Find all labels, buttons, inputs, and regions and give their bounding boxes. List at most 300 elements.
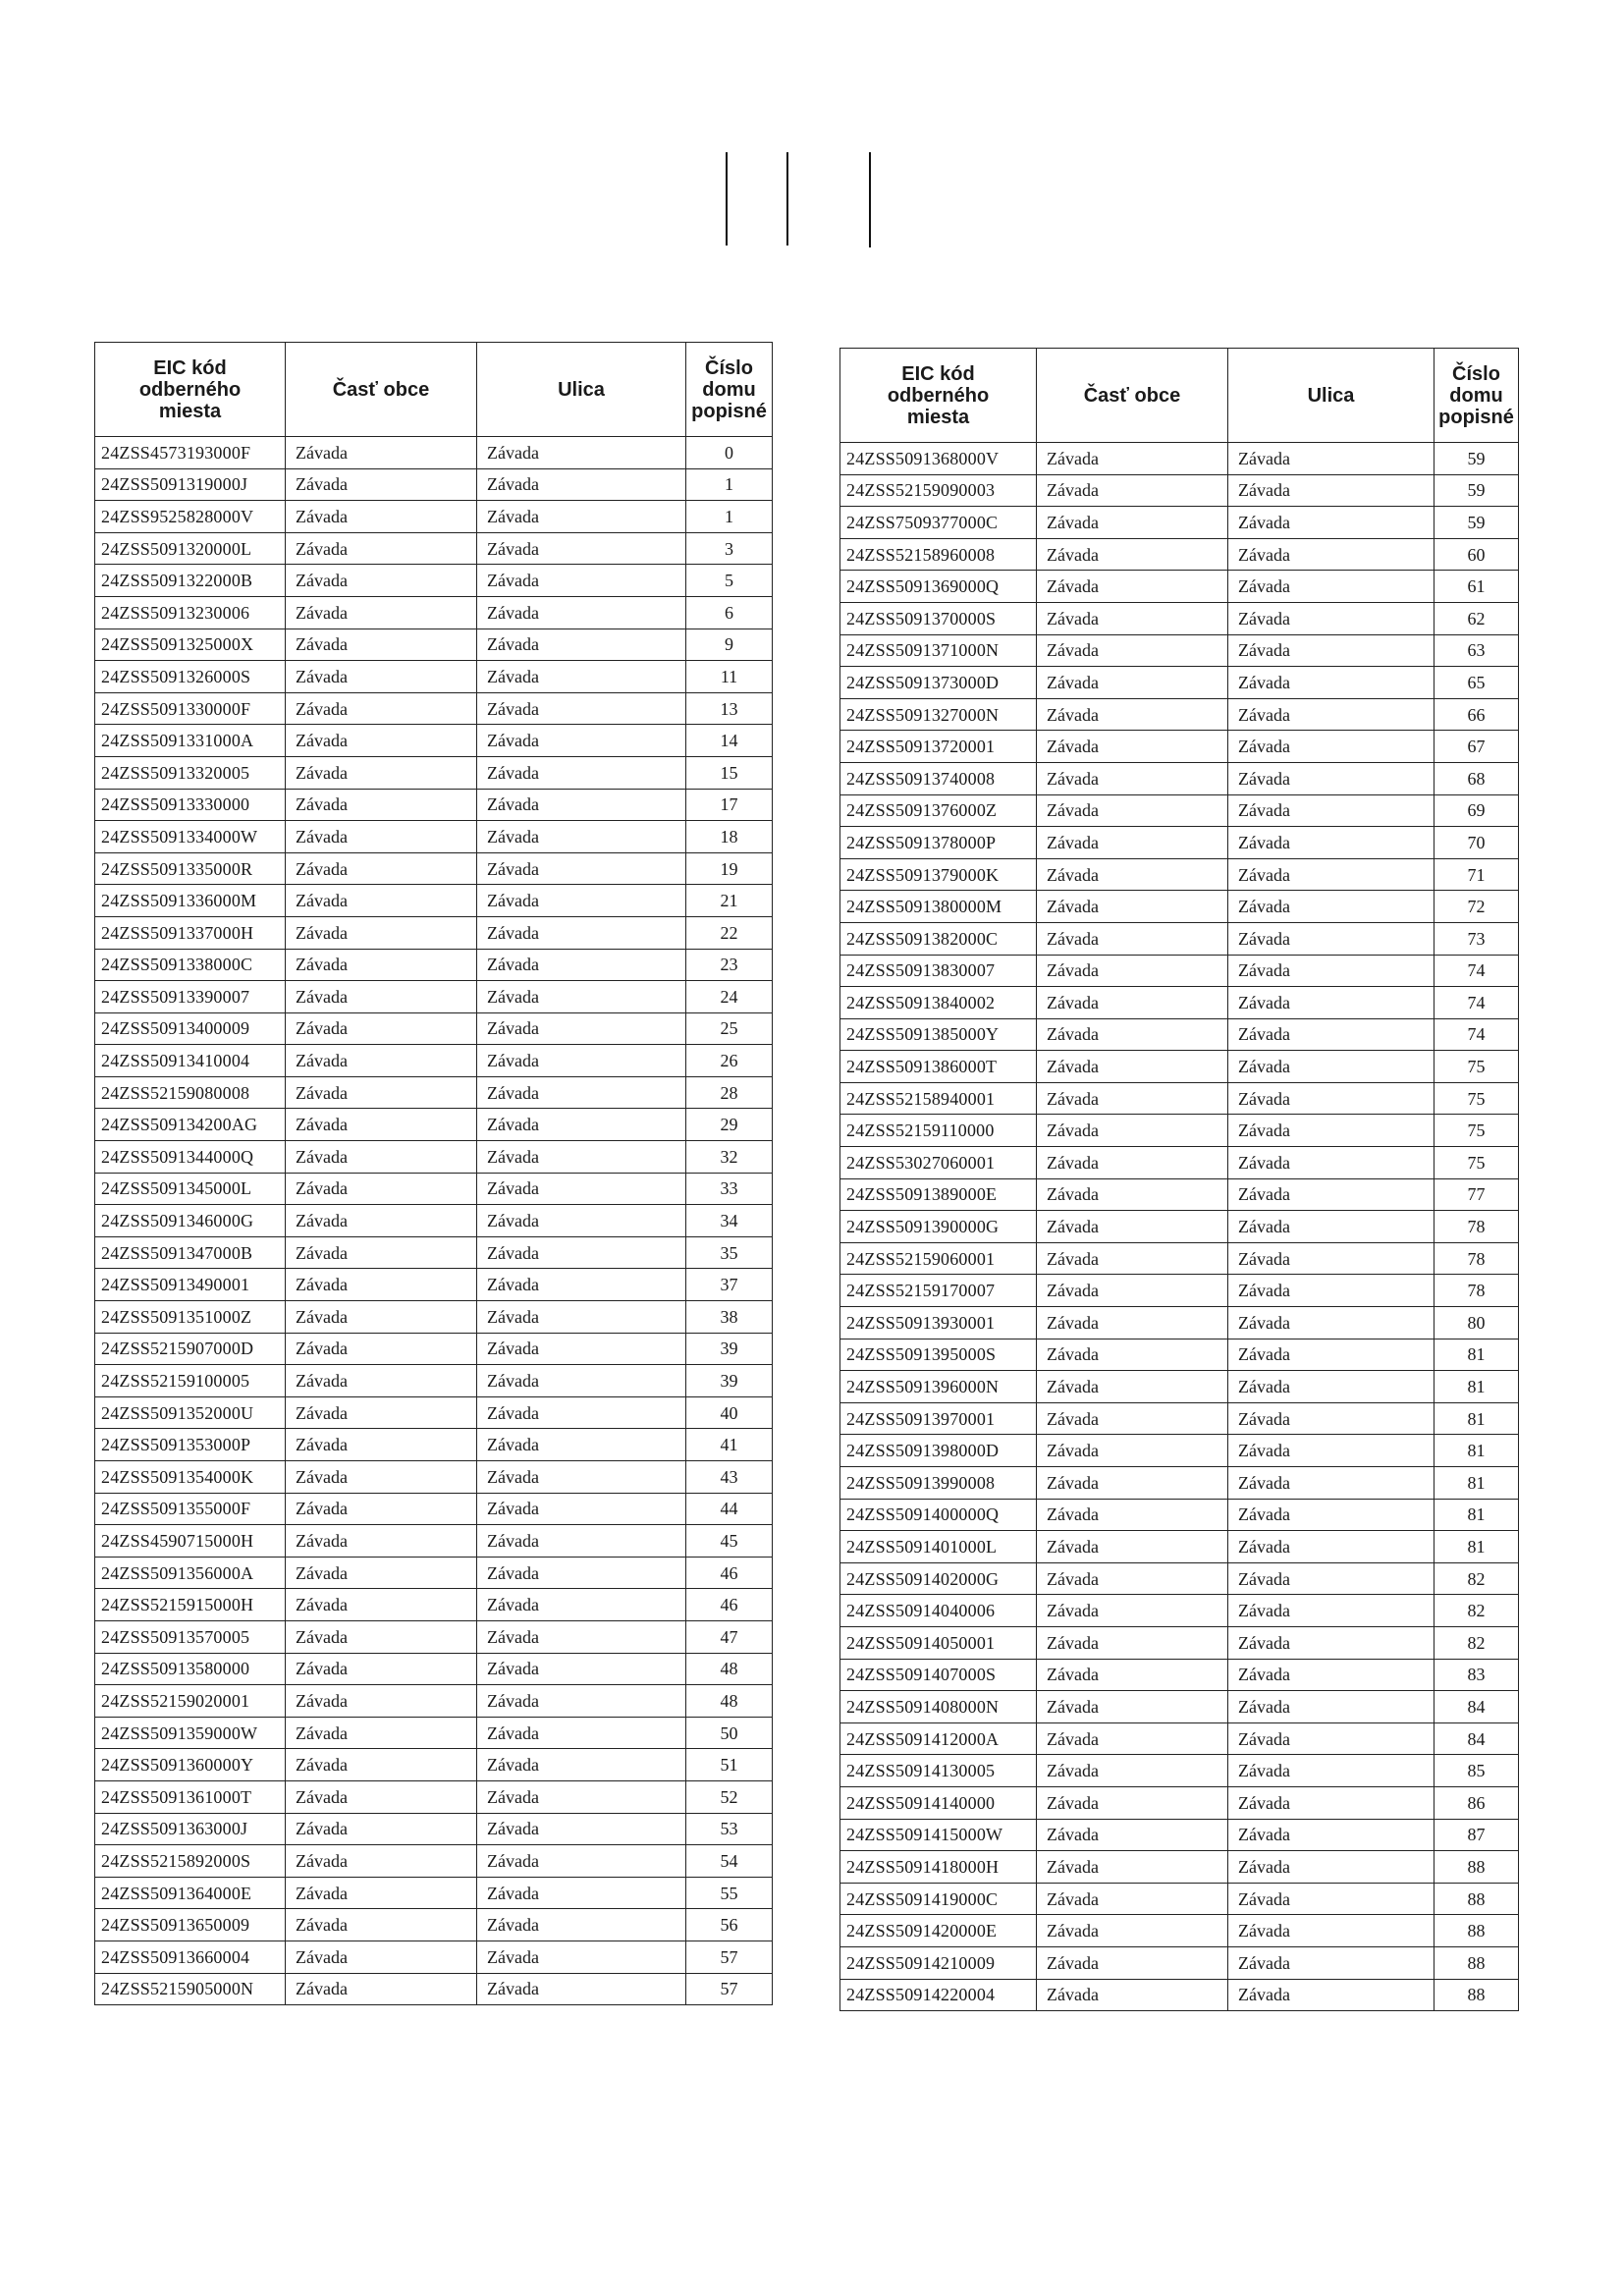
table-row [95,1493,773,1525]
part-cell: Závada [286,949,477,981]
eic-cell: 24ZSS509134200AG [95,1109,286,1141]
part-cell: Závada [1037,731,1228,763]
number-cell: 81 [1435,1531,1519,1563]
part-cell: Závada [1037,634,1228,667]
number-cell: 11 [686,661,773,693]
table-row [95,596,773,629]
eic-cell: 24ZSS5091355000F [95,1493,286,1525]
eic-cell: 24ZSS5215915000H [95,1589,286,1621]
part-cell: Závada [286,1780,477,1813]
header-eic: EIC kód odberného miesta [95,343,286,437]
eic-cell: 24ZSS52158940001 [840,1082,1037,1115]
street-cell: Závada [477,1333,686,1365]
part-cell: Závada [1037,1435,1228,1467]
street-cell: Závada [477,1205,686,1237]
tick-mark [786,152,788,246]
eic-cell: 24ZSS5091369000Q [840,571,1037,603]
part-cell: Závada [286,981,477,1013]
part-cell: Závada [286,1045,477,1077]
number-cell: 86 [1435,1786,1519,1819]
eic-cell: 24ZSS5091398000D [840,1435,1037,1467]
eic-cell: 24ZSS5091352000U [95,1396,286,1429]
street-cell: Závada [477,596,686,629]
table-row [95,1269,773,1301]
street-cell: Závada [477,1109,686,1141]
street-cell: Závada [477,1877,686,1909]
number-cell: 40 [686,1396,773,1429]
table-row [840,571,1519,603]
street-cell: Závada [1228,827,1435,859]
number-cell: 87 [1435,1819,1519,1851]
street-cell: Závada [477,1141,686,1174]
street-cell: Závada [1228,1339,1435,1371]
eic-cell: 24ZSS5091327000N [840,698,1037,731]
table-row [95,565,773,597]
part-cell: Závada [286,1557,477,1589]
eic-cell: 24ZSS4573193000F [95,437,286,469]
eic-cell: 24ZSS52159090003 [840,474,1037,507]
street-cell: Závada [477,1493,686,1525]
eic-cell: 24ZSS50913970001 [840,1402,1037,1435]
street-cell: Závada [1228,1435,1435,1467]
eic-cell: 24ZSS5091319000J [95,468,286,501]
eic-cell: 24ZSS50913410004 [95,1045,286,1077]
number-cell: 32 [686,1141,773,1174]
header-part: Časť obce [1037,349,1228,443]
eic-cell: 24ZSS50913650009 [95,1909,286,1941]
part-cell: Závada [286,1012,477,1045]
eic-cell: 24ZSS50914040006 [840,1595,1037,1627]
table-row [840,794,1519,827]
eic-cell: 24ZSS5091364000E [95,1877,286,1909]
eic-cell: 24ZSS5091320000L [95,532,286,565]
eic-cell: 24ZSS5091322000B [95,565,286,597]
street-cell: Závada [1228,1467,1435,1500]
eic-cell: 24ZSS5091380000M [840,891,1037,923]
number-cell: 44 [686,1493,773,1525]
number-cell: 46 [686,1589,773,1621]
part-cell: Závada [286,692,477,725]
part-cell: Závada [1037,1051,1228,1083]
street-cell: Závada [1228,794,1435,827]
number-cell: 5 [686,565,773,597]
eic-cell: 24ZSS50913330000 [95,789,286,821]
number-cell: 46 [686,1557,773,1589]
eic-cell: 24ZSS5091389000E [840,1178,1037,1211]
street-cell: Závada [477,1396,686,1429]
street-cell: Závada [1228,1178,1435,1211]
part-cell: Závada [286,1845,477,1878]
number-cell: 65 [1435,667,1519,699]
number-cell: 18 [686,821,773,853]
number-cell: 88 [1435,1883,1519,1915]
part-cell: Závada [1037,538,1228,571]
part-cell: Závada [1037,955,1228,987]
part-cell: Závada [286,756,477,789]
number-cell: 78 [1435,1242,1519,1275]
number-cell: 57 [686,1973,773,2005]
eic-cell: 24ZSS50913320005 [95,756,286,789]
street-cell: Závada [477,1780,686,1813]
header-number: Číslo domu popisné [1435,349,1519,443]
number-cell: 85 [1435,1755,1519,1787]
street-cell: Závada [1228,1819,1435,1851]
street-cell: Závada [1228,602,1435,634]
part-cell: Závada [1037,891,1228,923]
part-cell: Závada [286,1236,477,1269]
eic-cell: 24ZSS50914050001 [840,1626,1037,1659]
street-cell: Závada [1228,1786,1435,1819]
table-row [95,1396,773,1429]
part-cell: Závada [1037,1275,1228,1307]
number-cell: 56 [686,1909,773,1941]
eic-cell: 24ZSS50913390007 [95,981,286,1013]
number-cell: 17 [686,789,773,821]
street-cell: Závada [477,1557,686,1589]
table-row [840,1339,1519,1371]
street-cell: Závada [477,437,686,469]
eic-cell: 24ZSS4590715000H [95,1525,286,1558]
number-cell: 83 [1435,1659,1519,1691]
part-cell: Závada [286,501,477,533]
table-row [840,1883,1519,1915]
number-cell: 29 [686,1109,773,1141]
street-cell: Závada [1228,1562,1435,1595]
eic-cell: 24ZSS5215907000D [95,1333,286,1365]
number-cell: 6 [686,596,773,629]
part-cell: Závada [1037,1211,1228,1243]
number-cell: 73 [1435,922,1519,955]
table-row [840,1851,1519,1884]
eic-cell: 24ZSS5091326000S [95,661,286,693]
part-cell: Závada [286,1973,477,2005]
table-row [840,1979,1519,2011]
eic-cell: 24ZSS50913660004 [95,1941,286,1973]
table-row [840,1371,1519,1403]
part-cell: Závada [286,725,477,757]
part-cell: Závada [286,1813,477,1845]
street-cell: Závada [477,725,686,757]
table-row [95,1525,773,1558]
part-cell: Závada [1037,1562,1228,1595]
part-cell: Závada [286,1141,477,1174]
eic-cell: 24ZSS5091361000T [95,1780,286,1813]
number-cell: 43 [686,1461,773,1494]
street-cell: Závada [1228,987,1435,1019]
part-cell: Závada [1037,1531,1228,1563]
table-row [840,538,1519,571]
eic-cell: 24ZSS53027060001 [840,1147,1037,1179]
number-cell: 41 [686,1429,773,1461]
number-cell: 15 [686,756,773,789]
table-row [840,602,1519,634]
table-row [95,1301,773,1334]
table-row [95,789,773,821]
street-cell: Závada [1228,571,1435,603]
part-cell: Závada [286,596,477,629]
part-cell: Závada [286,1396,477,1429]
part-cell: Závada [1037,1819,1228,1851]
street-cell: Závada [477,1301,686,1334]
eic-cell: 24ZSS5091415000W [840,1819,1037,1851]
number-cell: 62 [1435,602,1519,634]
table-row [840,762,1519,794]
part-cell: Závada [286,1749,477,1781]
eic-cell: 24ZSS52158960008 [840,538,1037,571]
part-cell: Závada [286,1173,477,1205]
number-cell: 48 [686,1685,773,1718]
part-cell: Závada [1037,1307,1228,1339]
number-cell: 35 [686,1236,773,1269]
number-cell: 78 [1435,1275,1519,1307]
street-cell: Závada [477,949,686,981]
number-cell: 81 [1435,1339,1519,1371]
part-cell: Závada [1037,667,1228,699]
table-row [840,1242,1519,1275]
eic-cell: 24ZSS5091336000M [95,885,286,917]
part-cell: Závada [1037,1626,1228,1659]
eic-cell: 24ZSS5091345000L [95,1173,286,1205]
street-cell: Závada [477,692,686,725]
number-cell: 48 [686,1653,773,1685]
street-cell: Závada [477,1236,686,1269]
eic-cell: 24ZSS5091407000S [840,1659,1037,1691]
part-cell: Závada [1037,1178,1228,1211]
street-cell: Závada [477,1525,686,1558]
table-row [840,1626,1519,1659]
table-row [95,1109,773,1141]
table-row [840,1819,1519,1851]
part-cell: Závada [286,916,477,949]
eic-cell: 24ZSS5091401000L [840,1531,1037,1563]
table-row [95,756,773,789]
number-cell: 21 [686,885,773,917]
table-row [95,949,773,981]
part-cell: Závada [286,661,477,693]
street-cell: Závada [1228,1402,1435,1435]
street-cell: Závada [1228,1691,1435,1723]
number-cell: 71 [1435,858,1519,891]
table-row [840,1082,1519,1115]
street-cell: Závada [1228,1883,1435,1915]
street-cell: Závada [477,1365,686,1397]
eic-cell: 24ZSS5091368000V [840,443,1037,475]
table-row [840,1467,1519,1500]
part-cell: Závada [1037,474,1228,507]
table-row [95,916,773,949]
part-cell: Závada [1037,1147,1228,1179]
part-cell: Závada [286,629,477,661]
table-row [95,1685,773,1718]
eic-cell: 24ZSS5091359000W [95,1717,286,1749]
eic-cell: 24ZSS5091420000E [840,1915,1037,1947]
street-cell: Závada [477,1941,686,1973]
street-cell: Závada [1228,1242,1435,1275]
part-cell: Závada [286,532,477,565]
part-cell: Závada [1037,443,1228,475]
table-row [840,955,1519,987]
street-cell: Závada [477,916,686,949]
street-cell: Závada [477,981,686,1013]
street-cell: Závada [1228,698,1435,731]
number-cell: 33 [686,1173,773,1205]
street-cell: Závada [477,789,686,821]
table-row [840,1691,1519,1723]
table-row [840,1786,1519,1819]
eic-cell: 24ZSS5091371000N [840,634,1037,667]
number-cell: 74 [1435,1018,1519,1051]
street-cell: Závada [1228,922,1435,955]
tick-mark [869,152,871,247]
street-cell: Závada [477,501,686,533]
street-cell: Závada [477,468,686,501]
street-cell: Závada [477,1653,686,1685]
table-row [840,1946,1519,1979]
number-cell: 61 [1435,571,1519,603]
table-row [840,1402,1519,1435]
number-cell: 59 [1435,507,1519,539]
eic-cell: 24ZSS5091360000Y [95,1749,286,1781]
part-cell: Závada [286,1877,477,1909]
number-cell: 81 [1435,1371,1519,1403]
eic-cell: 24ZSS52159170007 [840,1275,1037,1307]
number-cell: 74 [1435,955,1519,987]
number-cell: 80 [1435,1307,1519,1339]
number-cell: 88 [1435,1946,1519,1979]
number-cell: 66 [1435,698,1519,731]
table-row [95,1589,773,1621]
eic-cell: 24ZSS52159110000 [840,1115,1037,1147]
part-cell: Závada [286,1909,477,1941]
part-cell: Závada [286,1653,477,1685]
number-cell: 67 [1435,731,1519,763]
table-row [840,1595,1519,1627]
number-cell: 47 [686,1620,773,1653]
part-cell: Závada [286,1076,477,1109]
eic-cell: 24ZSS9525828000V [95,501,286,533]
part-cell: Závada [1037,1915,1228,1947]
eic-cell: 24ZSS5091351000Z [95,1301,286,1334]
street-cell: Závada [1228,955,1435,987]
part-cell: Závada [286,1205,477,1237]
eic-cell: 24ZSS5091376000Z [840,794,1037,827]
table-row [95,725,773,757]
number-cell: 37 [686,1269,773,1301]
number-cell: 57 [686,1941,773,1973]
part-cell: Závada [286,1493,477,1525]
number-cell: 75 [1435,1082,1519,1115]
part-cell: Závada [1037,1499,1228,1531]
number-cell: 81 [1435,1435,1519,1467]
eic-cell: 24ZSS5091335000R [95,852,286,885]
eic-cell: 24ZSS5091354000K [95,1461,286,1494]
eic-cell: 24ZSS5215905000N [95,1973,286,2005]
part-cell: Závada [1037,1371,1228,1403]
part-cell: Závada [286,1717,477,1749]
table-row [95,629,773,661]
number-cell: 75 [1435,1051,1519,1083]
street-cell: Závada [477,1173,686,1205]
table-row [95,1780,773,1813]
table-row [840,858,1519,891]
part-cell: Závada [1037,858,1228,891]
header-row [840,349,1519,443]
street-cell: Závada [477,1076,686,1109]
street-cell: Závada [1228,731,1435,763]
eic-table-right [839,348,1519,2011]
number-cell: 19 [686,852,773,885]
number-cell: 50 [686,1717,773,1749]
number-cell: 59 [1435,443,1519,475]
number-cell: 13 [686,692,773,725]
part-cell: Závada [1037,1339,1228,1371]
eic-cell: 24ZSS7509377000C [840,507,1037,539]
table-row [95,885,773,917]
table-row [840,1051,1519,1083]
part-cell: Závada [286,1109,477,1141]
table-row [95,532,773,565]
table-row [840,1562,1519,1595]
street-cell: Závada [1228,1722,1435,1755]
table-row [95,1012,773,1045]
eic-cell: 24ZSS50913570005 [95,1620,286,1653]
number-cell: 0 [686,437,773,469]
street-cell: Závada [477,1813,686,1845]
part-cell: Závada [286,1941,477,1973]
table-row [840,507,1519,539]
table-row [95,1813,773,1845]
eic-cell: 24ZSS5091412000A [840,1722,1037,1755]
street-cell: Závada [1228,762,1435,794]
part-cell: Závada [1037,1786,1228,1819]
number-cell: 81 [1435,1499,1519,1531]
table-row [840,891,1519,923]
part-cell: Závada [286,789,477,821]
street-cell: Závada [477,1685,686,1718]
eic-cell: 24ZSS5091334000W [95,821,286,853]
street-cell: Závada [1228,1018,1435,1051]
eic-cell: 24ZSS52159060001 [840,1242,1037,1275]
street-cell: Závada [477,1045,686,1077]
table-row [840,922,1519,955]
part-cell: Závada [286,1301,477,1334]
table-row [840,1722,1519,1755]
table-row [840,1178,1519,1211]
eic-cell: 24ZSS5215892000S [95,1845,286,1878]
part-cell: Závada [1037,1755,1228,1787]
eic-cell: 24ZSS5091386000T [840,1051,1037,1083]
number-cell: 28 [686,1076,773,1109]
eic-cell: 24ZSS5091330000F [95,692,286,725]
street-cell: Závada [1228,474,1435,507]
part-cell: Závada [1037,698,1228,731]
number-cell: 39 [686,1365,773,1397]
table-row [95,1877,773,1909]
number-cell: 52 [686,1780,773,1813]
street-cell: Závada [1228,1946,1435,1979]
table-row [95,1973,773,2005]
street-cell: Závada [477,1717,686,1749]
eic-cell: 24ZSS50913230006 [95,596,286,629]
eic-cell: 24ZSS5091396000N [840,1371,1037,1403]
part-cell: Závada [286,437,477,469]
table-row [95,1173,773,1205]
number-cell: 38 [686,1301,773,1334]
eic-cell: 24ZSS52159020001 [95,1685,286,1718]
number-cell: 82 [1435,1562,1519,1595]
street-cell: Závada [1228,1115,1435,1147]
table-row [95,1333,773,1365]
